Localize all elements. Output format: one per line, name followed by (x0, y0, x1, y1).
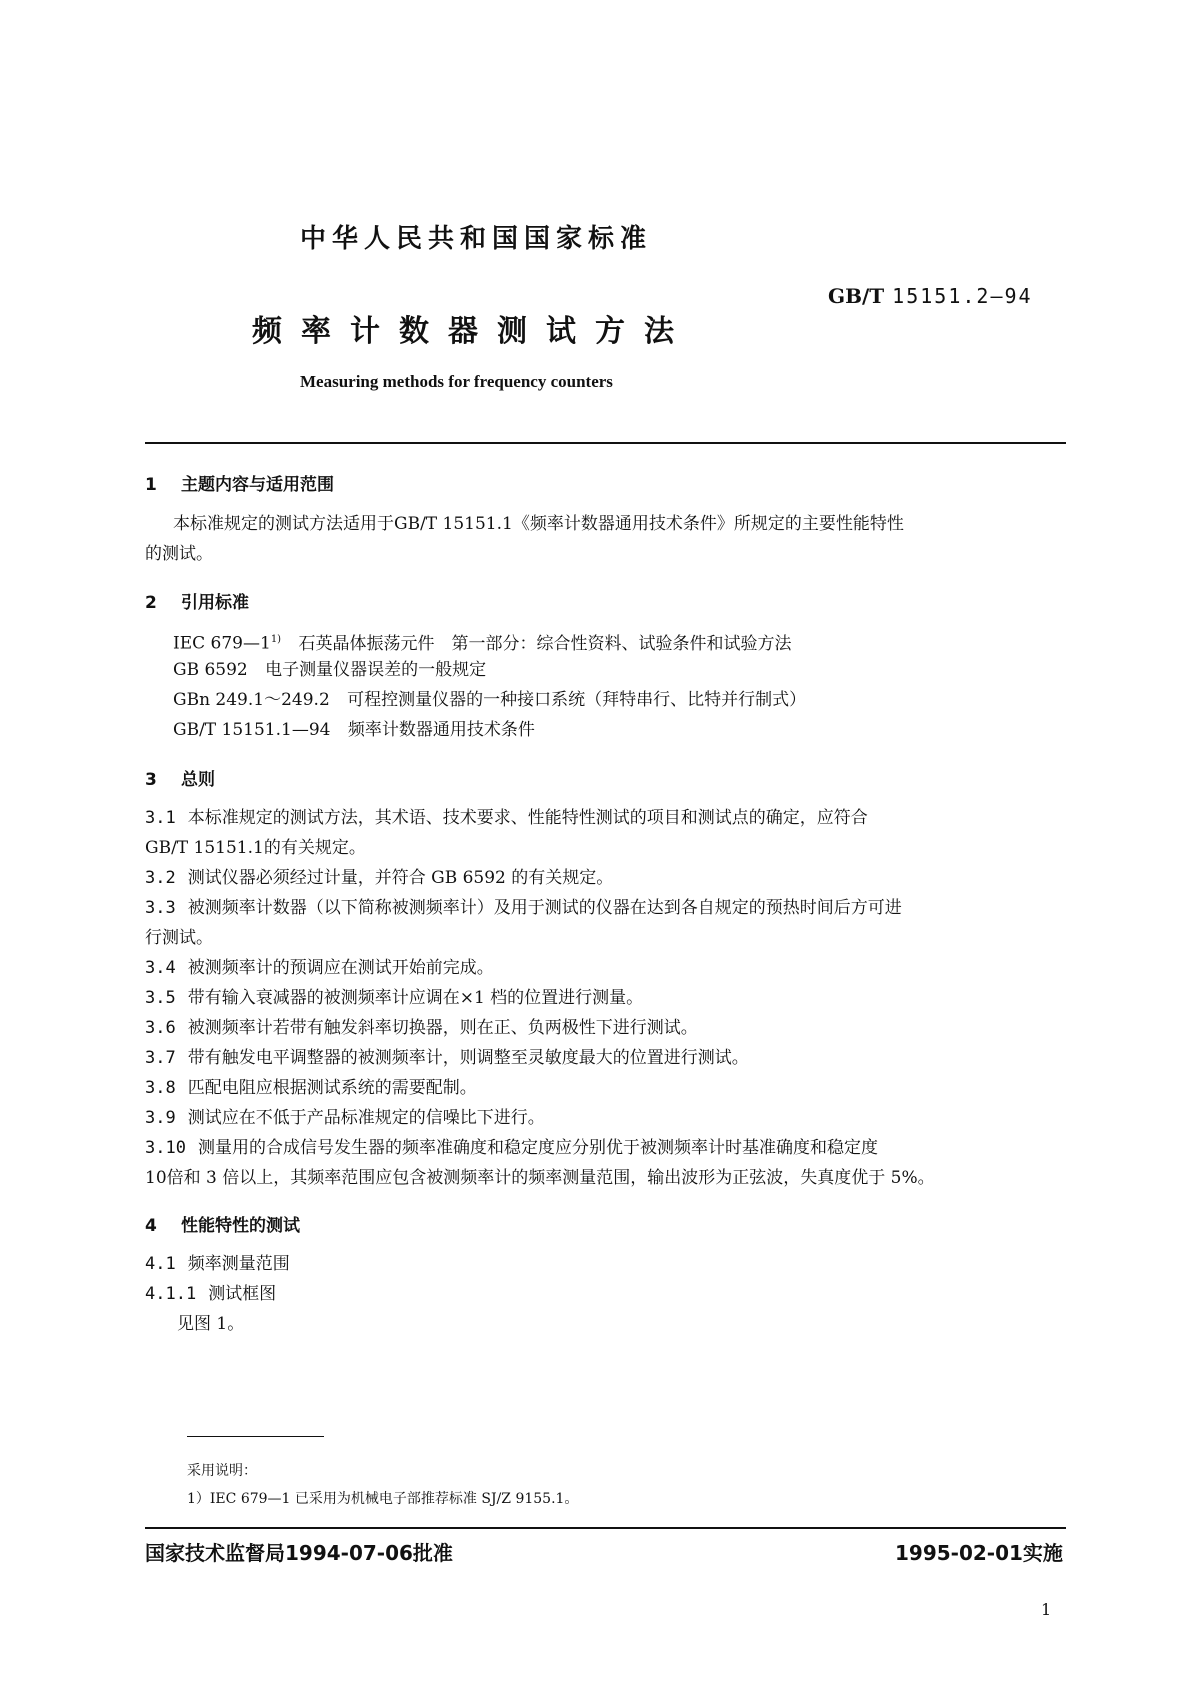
section-4-heading (145, 1211, 300, 1236)
clause-text: 被测频率计若带有触发斜率切换器，则在正、负两极性下进行测试。 (187, 1018, 698, 1038)
section-3-number: 3 (145, 770, 157, 790)
clause-text: 测试仪器必须经过计量，并符合 GB 6592 的有关规定。 (187, 868, 614, 888)
clause-text: 被测频率计数器（以下简称被测频率计）及用于测试的仪器在达到各自规定的预热时间后方可进 (187, 898, 902, 918)
clause-number: 4.1 (145, 1254, 176, 1274)
clause-3-2 (145, 863, 613, 893)
section-4-number: 4 (145, 1216, 157, 1236)
clause-3-10-continued: 10倍和 3 倍以上，其频率范围应包含被测频率计的频率测量范围，输出波形为正弦波，失真度优于 5%。 (145, 1168, 935, 1188)
clause-3-3 (145, 893, 902, 923)
clause-4-1-1 (145, 1279, 276, 1309)
clause-number: 3.3 (145, 898, 176, 918)
clause-3-3-continued: 行测试。 (145, 928, 213, 948)
clause-text: 带有输入衰减器的被测频率计应调在×1 档的位置进行测量。 (187, 988, 644, 1008)
clause-3-1-continued: GB/T 15151.1的有关规定。 (145, 838, 366, 858)
clause-3-5 (145, 983, 643, 1013)
reference-title: 电子测量仪器误差的一般规定 (265, 660, 487, 680)
section-4-title: 性能特性的测试 (181, 1216, 300, 1236)
clause-number: 3.5 (145, 988, 176, 1008)
clause-4-1 (145, 1249, 290, 1279)
clause-number: 3.10 (145, 1138, 186, 1158)
document-title: 频率计数器测试方法 (252, 314, 693, 349)
clause-3-6 (145, 1013, 698, 1043)
reference-footnote-mark: 1) (270, 634, 282, 645)
nation-title: 中华人民共和国国家标准 (300, 224, 653, 254)
clause-number: 3.2 (145, 868, 176, 888)
clause-text: 测试框图 (208, 1284, 277, 1304)
footnote-text: 1）IEC 679—1 已采用为机械电子部推荐标准 SJ/Z 9155.1。 (187, 1491, 579, 1507)
reference-item (173, 715, 535, 745)
clause-3-8 (145, 1073, 477, 1103)
footnote-rule (187, 1436, 324, 1437)
standard-code (828, 284, 1033, 308)
clause-text: 被测频率计的预调应在测试开始前完成。 (187, 958, 494, 978)
section-1-body-line-1: 本标准规定的测试方法适用于GB/T 15151.1《频率计数器通用技术条件》所规定的主要性能特性 (173, 514, 904, 534)
clause-3-7 (145, 1043, 749, 1073)
standard-number: 15151.2—94 (892, 284, 1033, 308)
section-1-body-line-2: 的测试。 (145, 544, 213, 564)
clause-text: 本标准规定的测试方法，其术语、技术要求、性能特性测试的项目和测试点的确定，应符合 (187, 808, 868, 828)
clause-number: 3.9 (145, 1108, 176, 1128)
clause-text: 测试应在不低于产品标准规定的信噪比下进行。 (187, 1108, 545, 1128)
section-2-heading (145, 588, 249, 613)
reference-item (173, 685, 806, 715)
reference-code: IEC 679—1 (173, 633, 271, 654)
clause-3-1 (145, 803, 868, 833)
document-subtitle: Measuring methods for frequency counters (300, 372, 613, 391)
reference-title: 可程控测量仪器的一种接口系统（拜特串行、比特并行制式） (347, 690, 807, 710)
page-number: 1 (1041, 1600, 1052, 1619)
reference-item (173, 655, 486, 685)
reference-title: 石英晶体振荡元件 第一部分：综合性资料、试验条件和试验方法 (298, 633, 792, 654)
footer-rule (145, 1527, 1066, 1529)
clause-text: 带有触发电平调整器的被测频率计，则调整至灵敏度最大的位置进行测试。 (187, 1048, 749, 1068)
reference-code: GB 6592 (173, 660, 248, 680)
section-2-title: 引用标准 (181, 593, 249, 613)
clause-number: 3.8 (145, 1078, 176, 1098)
section-3-title: 总则 (181, 770, 215, 790)
clause-4-1-1-body: 见图 1。 (177, 1314, 245, 1334)
header-rule (145, 442, 1066, 444)
reference-code: GB/T 15151.1—94 (173, 720, 331, 740)
section-1-heading (145, 470, 334, 495)
clause-text: 频率测量范围 (187, 1254, 290, 1274)
clause-number: 4.1.1 (145, 1284, 197, 1304)
approval-line: 国家技术监督局1994-07-06批准 (145, 1541, 453, 1565)
reference-title: 频率计数器通用技术条件 (347, 720, 535, 740)
reference-item (173, 625, 791, 659)
section-3-heading (145, 765, 215, 790)
section-1-number: 1 (145, 475, 157, 495)
reference-code: GBn 249.1～249.2 (173, 690, 330, 710)
clause-3-9 (145, 1103, 545, 1133)
clause-number: 3.1 (145, 808, 176, 828)
section-1-title: 主题内容与适用范围 (181, 475, 334, 495)
section-2-number: 2 (145, 593, 157, 613)
clause-3-10 (145, 1133, 878, 1163)
clause-number: 3.7 (145, 1048, 176, 1068)
clause-number: 3.6 (145, 1018, 176, 1038)
clause-text: 匹配电阻应根据测试系统的需要配制。 (187, 1078, 477, 1098)
clause-number: 3.4 (145, 958, 176, 978)
effective-date: 1995-02-01实施 (895, 1541, 1063, 1565)
clause-text: 测量用的合成信号发生器的频率准确度和稳定度应分别优于被测频率计时基准确度和稳定度 (197, 1138, 878, 1158)
footnote-label: 采用说明： (187, 1463, 257, 1479)
standard-prefix: GB/T (828, 284, 885, 308)
clause-3-4 (145, 953, 494, 983)
